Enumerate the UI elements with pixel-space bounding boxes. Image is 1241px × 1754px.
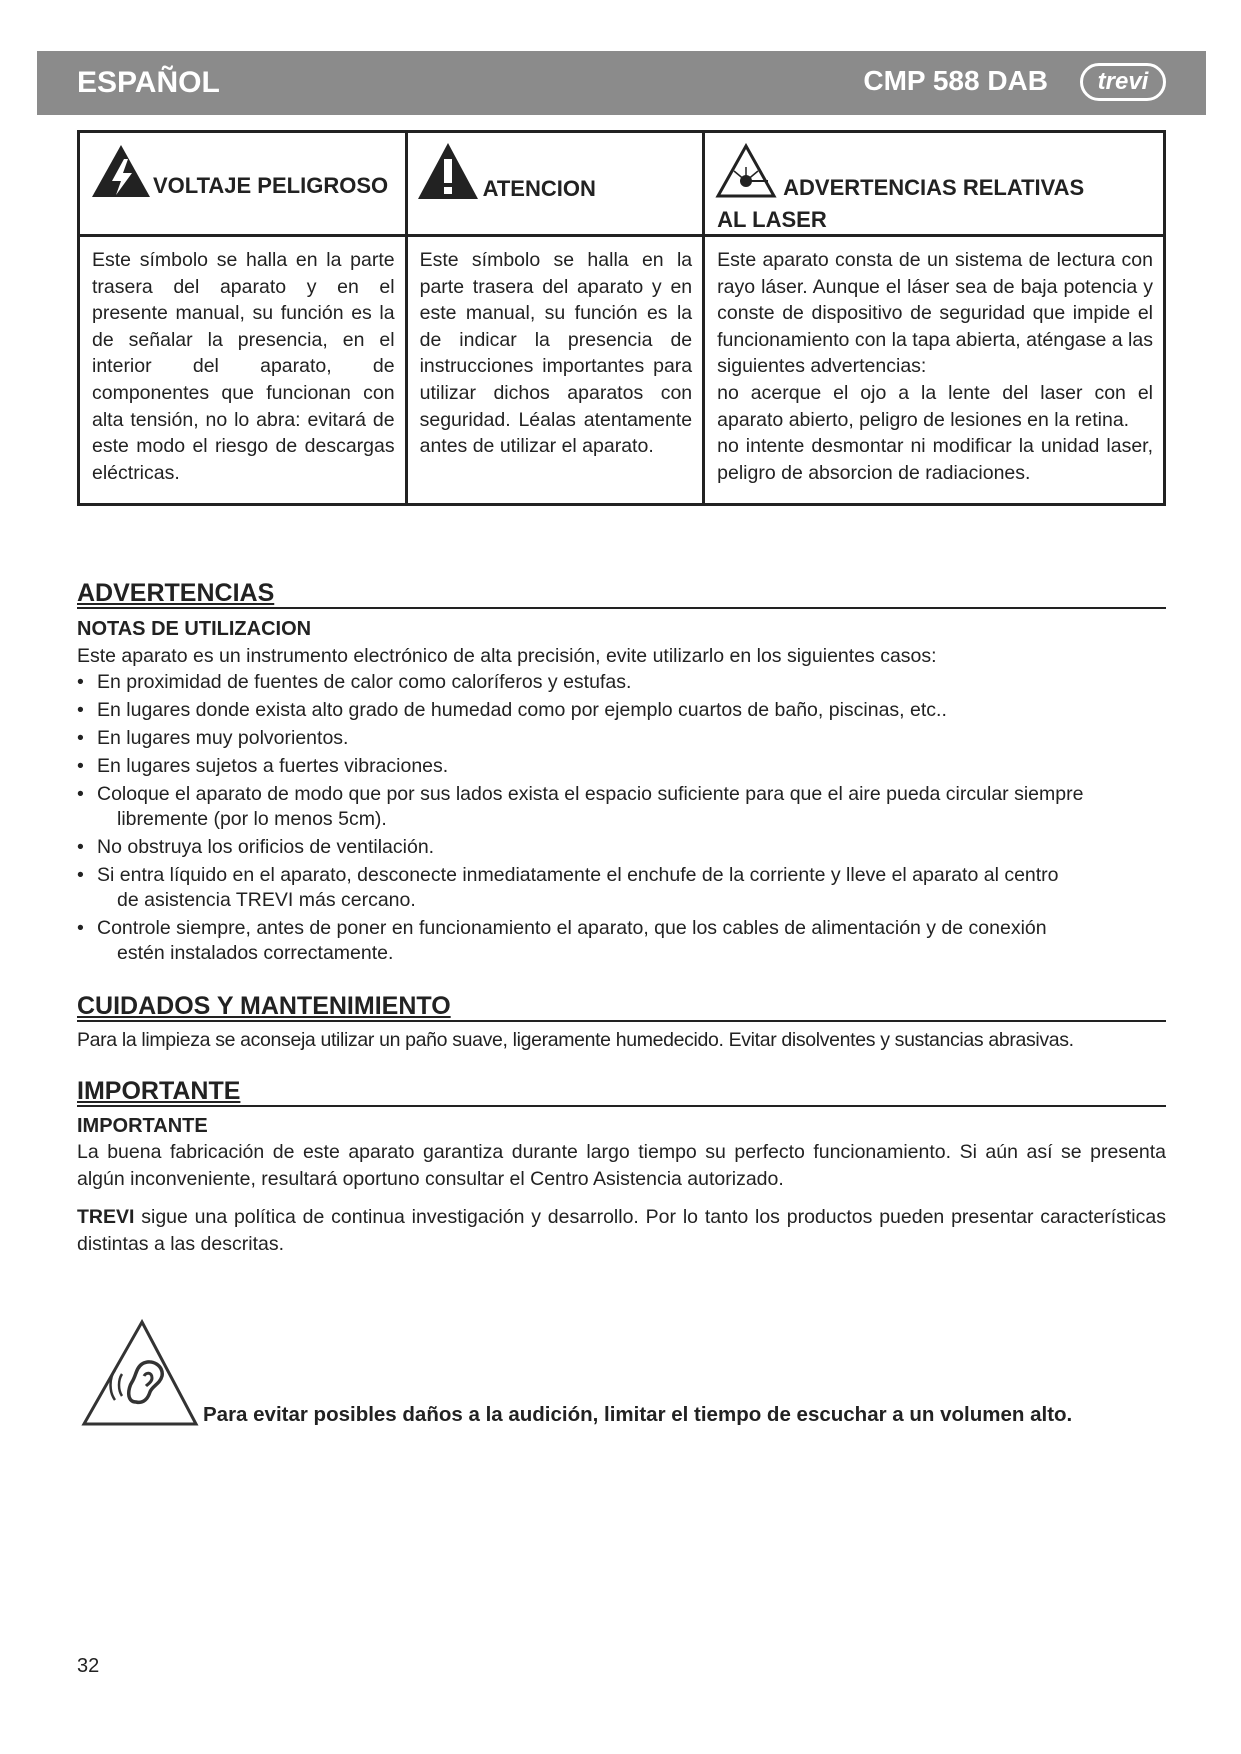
warning-title-line2: AL LASER: [717, 207, 827, 232]
brand-name: TREVI: [77, 1206, 135, 1228]
model-name: CMP 588 DAB: [863, 65, 1048, 96]
laser-triangle-icon: [715, 143, 777, 199]
subsection-title: IMPORTANTE: [77, 1115, 208, 1137]
list-item: [77, 863, 1137, 913]
warning-header-attention: [406, 132, 704, 236]
section-title-advertencias: [77, 579, 1166, 609]
warning-title: ATENCION: [482, 176, 596, 201]
list-item: [77, 835, 1137, 860]
usage-warnings-list: [77, 670, 1137, 969]
list-item: [77, 670, 1137, 695]
list-item-text-cont: libremente (por lo menos 5cm).: [117, 808, 387, 830]
warning-header-laser: [704, 132, 1165, 236]
section-title-text: IMPORTANTE: [77, 1077, 241, 1105]
page-header: [37, 51, 1206, 115]
warning-body-attention: [406, 236, 704, 505]
bullet: •: [77, 727, 84, 749]
important-paragraph-1: La buena fabricación de este aparato garantiza durante largo tiempo su perfecto funcionamiento. Si aún así se presenta algún inconveniente, resultará oportuno consultar el Centro Asistencia autorizado.: [77, 1141, 1166, 1190]
subsection-title: NOTAS DE UTILIZACION: [77, 618, 312, 640]
list-item-text: Si entra líquido en el aparato, desconecte inmediatamente el enchufe de la corriente y lleve el aparato al centro: [97, 864, 1059, 886]
list-item-text-cont: estén instalados correctamente.: [117, 942, 394, 964]
language-label: ESPAÑOL: [77, 66, 220, 99]
bullet: •: [77, 836, 84, 858]
list-item-text-cont: de asistencia TREVI más cercano.: [117, 889, 416, 911]
lightning-triangle-icon: [90, 143, 152, 199]
important-paragraph-2-text: sigue una política de continua investigación y desarrollo. Por lo tanto los productos pueden presentar características distintas a las descritas.: [77, 1206, 1166, 1255]
warning-header-voltage: [79, 132, 407, 236]
exclamation-triangle-icon: [416, 141, 480, 201]
page-number: 32: [77, 1655, 100, 1677]
warning-body-laser: [704, 236, 1165, 505]
list-item-text: En lugares donde exista alto grado de humedad como por ejemplo cuartos de baño, piscinas, etc..: [97, 699, 947, 721]
bullet: •: [77, 783, 84, 805]
list-item-text: En proximidad de fuentes de calor como caloríferos y estufas.: [97, 671, 632, 693]
section-title-text: CUIDADOS Y MANTENIMIENTO: [77, 992, 451, 1020]
list-item: [77, 782, 1137, 832]
warning-text: Este símbolo se halla en la parte trasera del aparato y en el presente manual, su función es la de señalar la presencia, en el interior del aparato, de componentes que funcionan con alta tensión, no lo abra: evitará de este modo el riesgo de descargas eléctricas.: [92, 249, 395, 484]
bullet: •: [77, 699, 84, 721]
care-paragraph: Para la limpieza se aconseja utilizar un paño suave, ligeramente humedecido. Evitar disolventes y sustancias abrasivas.: [77, 1029, 1074, 1051]
list-item-text: Controle siempre, antes de poner en funcionamiento el aparato, que los cables de alimentación y de conexión: [97, 917, 1047, 939]
warning-text: no acerque el ojo a la lente del laser con el aparato abierto, peligro de lesiones en la retina.: [717, 381, 1153, 431]
list-item-text: En lugares muy polvorientos.: [97, 727, 349, 749]
list-item: [77, 726, 1137, 751]
warning-text: no intente desmontar ni modificar la unidad laser, peligro de absorcion de radiaciones.: [717, 435, 1153, 484]
warning-table: [77, 130, 1166, 506]
warning-text: Este símbolo se halla en la parte trasera del aparato y en este manual, su función es la de indicar la presencia de instrucciones importantes para utilizar dichos aparatos con seguridad. Léalas atentamente antes de utilizar el aparato.: [419, 249, 693, 458]
section-title-importante: [77, 1077, 1166, 1107]
bullet: •: [77, 917, 84, 939]
list-item-text: En lugares sujetos a fuertes vibraciones.: [97, 755, 449, 777]
section-title-text: ADVERTENCIAS: [77, 579, 275, 607]
list-item-text: Coloque el aparato de modo que por sus lados exista el espacio suficiente para que el aire pueda circular siempre: [97, 783, 1084, 805]
warning-title: VOLTAJE PELIGROSO: [153, 173, 389, 198]
list-item-text: No obstruya los orificios de ventilación.: [97, 836, 435, 858]
important-paragraph-2: [77, 1204, 1166, 1258]
hearing-warning-icon: [80, 1318, 200, 1430]
warning-text: Este aparato consta de un sistema de lectura con rayo láser. Aunque el láser sea de baja potencia y conste de dispositivo de seguridad que impide el funcionamiento con la tapa abierta, aténgase a las siguientes advertencias:: [717, 249, 1153, 378]
trevi-logo: trevi: [1080, 63, 1166, 101]
hearing-warning-graphic: [80, 1318, 200, 1430]
intro-paragraph: Este aparato es un instrumento electrónico de alta precisión, evite utilizarlo en los siguientes casos:: [77, 645, 937, 667]
section-title-cuidados: [77, 992, 1166, 1022]
list-item: [77, 916, 1137, 966]
bullet: •: [77, 864, 84, 886]
warning-title-line1: ADVERTENCIAS RELATIVAS: [783, 175, 1085, 200]
bullet: •: [77, 671, 84, 693]
warning-body-voltage: [79, 236, 407, 505]
hearing-warning-text: Para evitar posibles daños a la audición, limitar el tiempo de escuchar a un volumen alto.: [203, 1403, 1073, 1426]
list-item: [77, 754, 1137, 779]
list-item: [77, 698, 1137, 723]
bullet: •: [77, 755, 84, 777]
